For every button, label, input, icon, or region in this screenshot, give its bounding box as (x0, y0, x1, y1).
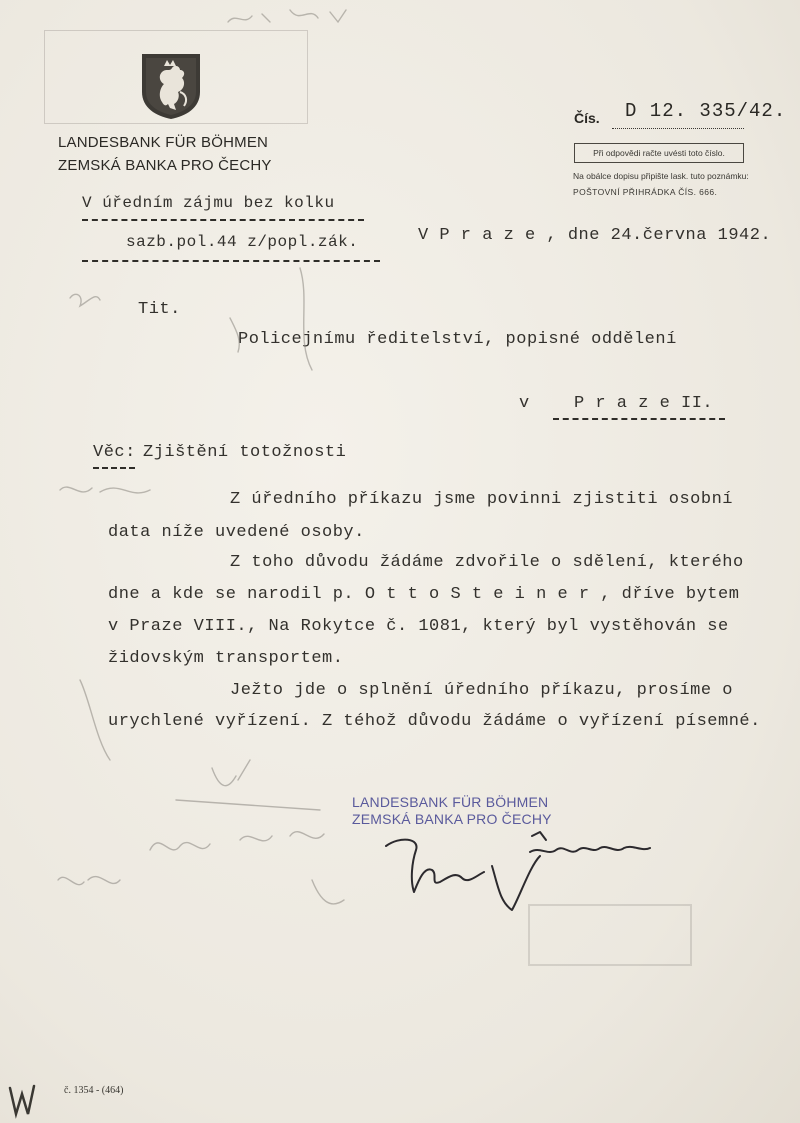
recipient-prefix: v (519, 394, 530, 413)
body-line: dne a kde se narodil p. O t t o S t e i n e r , dříve bytem (108, 585, 740, 604)
reference-box: Při odpovědi račte uvésti toto číslo. (574, 143, 744, 163)
envelope-note: Na obálce dopisu připište lask. tuto poznámku: (573, 171, 749, 181)
body-line: Z toho důvodu žádáme zdvořile o sdělení, kterého (230, 553, 744, 572)
letterhead-line-1: LANDESBANK FÜR BÖHMEN (58, 134, 269, 151)
reference-number: D 12. 335/42. (625, 100, 787, 122)
recipient-office: Policejnímu ředitelství, popisné oddělení (238, 330, 677, 349)
letterhead-line-2: ZEMSKÁ BANKA PRO ČECHY (58, 157, 272, 174)
body-line: Z úředního příkazu jsme povinni zjistiti osobní (230, 490, 733, 509)
postbox-note: POŠTOVNÍ PŘIHRÁDKA ČÍS. 666. (573, 187, 718, 197)
stamp-notice-line-2: sazb.pol.44 z/popl.zák. (126, 233, 359, 251)
bank-stamp-line-1: LANDESBANK FÜR BÖHMEN (352, 794, 549, 810)
body-line: židovským transportem. (108, 649, 344, 668)
w-mark-icon (10, 1086, 34, 1114)
faint-stamp-date (528, 904, 692, 966)
body-line: v Praze VIII., Na Rokytce č. 1081, který byl vystěhován se (108, 617, 729, 636)
bank-stamp-line-2: ZEMSKÁ BANKA PRO ČECHY (352, 811, 552, 827)
stamp-notice-line-1: V úředním zájmu bez kolku (82, 194, 335, 212)
body-line: urychlené vyřízení. Z téhož důvodu žádáme o vyřízení písemné. (108, 712, 761, 731)
body-line: data níže uvedené osoby. (108, 523, 365, 542)
reference-label: Čís. (574, 110, 600, 126)
subject-text: Zjištění totožnosti (143, 443, 347, 462)
signatures (380, 826, 680, 916)
recipient-city: P r a z e II. (574, 394, 714, 413)
place-date: V P r a z e , dne 24.června 1942. (418, 226, 772, 245)
body-line: Ježto jde o splnění úředního příkazu, prosíme o (230, 681, 733, 700)
form-number: č. 1354 - (464) (64, 1085, 124, 1096)
salutation: Tit. (138, 300, 181, 319)
subject-label: Věc: (93, 443, 136, 462)
